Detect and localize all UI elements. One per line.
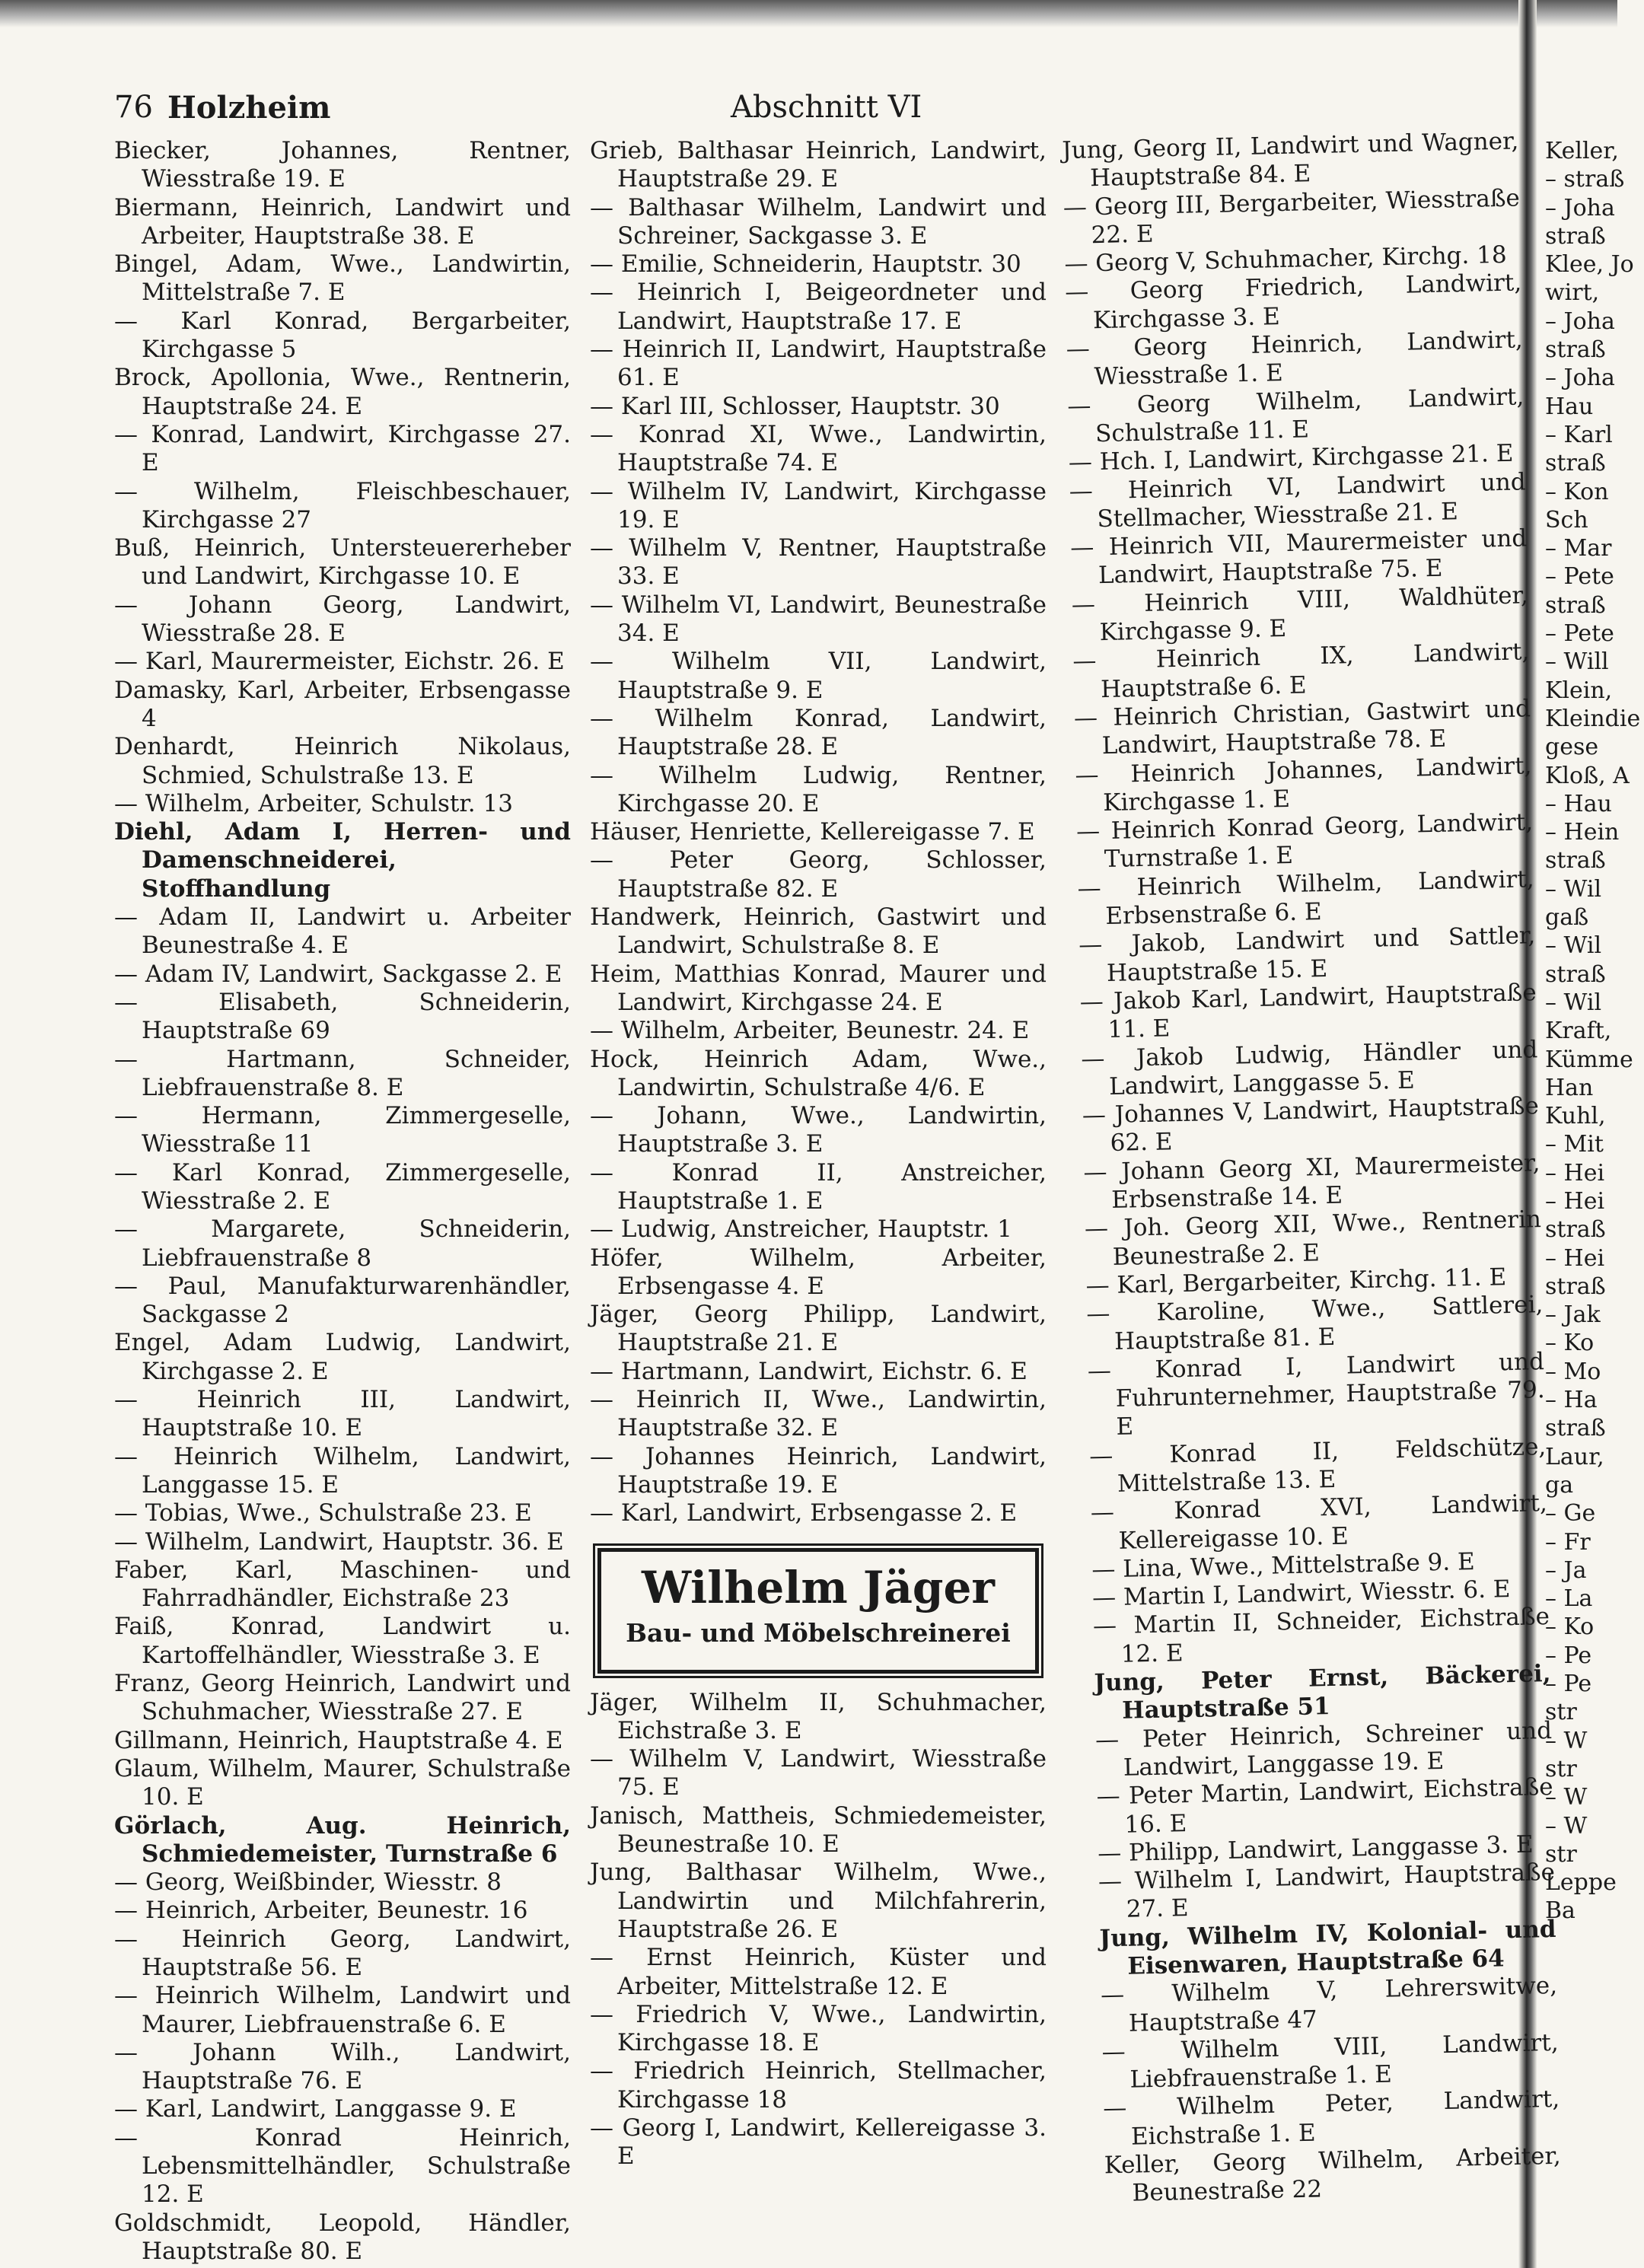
directory-entry: Biecker, Johannes, Rentner, Wiesstraße 19. E [114,137,571,193]
column-2-entries [590,137,1047,1528]
directory-entry: — Friedrich V, Wwe., Landwirtin, Kirchgasse 18. E [590,2000,1047,2057]
directory-entry: — Heinrich II, Landwirt, Hauptstraße 61. E [590,336,1047,392]
directory-entry: Jäger, Wilhelm II, Schuhmacher, Eichstraße 3. E [590,1688,1047,1744]
directory-entry: — Lina, Wwe., Mittelstraße 9. E [1091,1547,1475,1584]
margin-fragment: – Hei [1545,1187,1605,1215]
directory-entry: — Paul, Manufakturwarenhändler, Sackgasse 2 [114,1272,571,1329]
directory-entry: — Karl Konrad, Bergarbeiter, Kirchgasse 5 [114,307,571,364]
margin-fragment: straß [1545,591,1606,619]
directory-entry: Hock, Heinrich Adam, Wwe., Landwirtin, Schulstraße 4/6. E [590,1045,1047,1101]
directory-entry: Denhardt, Heinrich Nikolaus, Schmied, Schulstraße 13. E [114,733,571,789]
directory-entry: — Wilhelm, Arbeiter, Beunestr. 24. E [590,1017,1030,1045]
margin-fragment: – Ha [1545,1387,1598,1414]
directory-entry: Janisch, Mattheis, Schmiedemeister, Beunestraße 10. E [590,1801,1047,1859]
margin-fragment: – Mit [1545,1131,1604,1158]
directory-entry: — Wilhelm Konrad, Landwirt, Hauptstraße 28. E [590,704,1047,761]
margin-fragment: straß [1545,1273,1606,1300]
margin-fragment: – Wil [1545,932,1602,960]
margin-fragment: gese [1545,734,1599,761]
directory-entry: Gillmann, Heinrich, Hauptstraße 4. E [114,1726,563,1754]
margin-fragment: – Hein [1545,819,1620,846]
margin-fragment: – Jak [1545,1301,1601,1329]
directory-entry: — Wilhelm VI, Landwirt, Beunestraße 34. E [590,591,1047,648]
directory-entry: — Balthasar Wilhelm, Landwirt und Schreiner, Sackgasse 3. E [590,193,1047,250]
margin-fragment: Ba [1545,1897,1576,1925]
directory-entry: — Konrad XI, Wwe., Landwirtin, Hauptstraße 74. E [590,420,1047,477]
directory-entry: — Heinrich III, Landwirt, Hauptstraße 10. E [114,1386,571,1442]
advertisement-line: Bau- und Möbelschreinerei [626,1617,1011,1648]
margin-fragment: Sch [1545,506,1588,534]
directory-entry: — Philipp, Landwirt, Langgasse 3. E [1097,1830,1534,1868]
margin-fragment: – Hau [1545,790,1612,817]
directory-entry: — Wilhelm VII, Landwirt, Hauptstraße 9. E [590,648,1047,704]
directory-entry: — Konrad, Landwirt, Kirchgasse 27. E [114,420,571,477]
margin-fragment: str [1545,1840,1577,1868]
directory-entry: — Wilhelm, Landwirt, Hauptstr. 36. E [114,1527,564,1556]
margin-fragment: – Hei [1545,1244,1605,1272]
margin-fragment: wirt, [1545,279,1600,307]
margin-fragment: str [1545,1699,1577,1726]
page-number: 76 [114,90,153,125]
directory-entry: — Konrad II, Anstreicher, Hauptstraße 1. E [590,1158,1047,1215]
directory-entry: — Ernst Heinrich, Küster und Arbeiter, Mittelstraße 12. E [590,1944,1047,2000]
directory-entry: — Wilhelm V, Landwirt, Wiesstraße 75. E [590,1745,1047,1801]
directory-entry: — Margarete, Schneiderin, Liebfrauenstraße 8 [114,1215,571,1272]
directory-entry: — Tobias, Wwe., Schulstraße 23. E [114,1499,532,1527]
directory-entry: — Georg, Weißbinder, Wiesstr. 8 [114,1868,502,1897]
directory-entry: — Georg Wilhelm, Landwirt, Schulstraße 11. E [1067,383,1525,448]
column-3 [1062,127,1562,2209]
margin-fragment: Kraft, [1545,1018,1612,1045]
margin-fragment: straß [1545,336,1606,364]
directory-entry: — Heinrich Wilhelm, Landwirt, Langgasse 15. E [114,1442,571,1499]
directory-entry: — Peter Martin, Landwirt, Eichstraße 16. E [1096,1773,1553,1839]
margin-fragment: Klein, [1545,677,1613,704]
margin-fragment: – Joha [1545,365,1615,392]
directory-entry: — Karl, Bergarbeiter, Kirchg. 11. E [1085,1263,1507,1300]
directory-entry: — Heinrich, Arbeiter, Beunestr. 16 [114,1897,528,1925]
directory-entry: — Johannes V, Landwirt, Hauptstraße 62. E [1082,1092,1540,1158]
directory-entry: — Wilhelm, Arbeiter, Schulstr. 13 [114,789,513,817]
margin-fragment: Kuhl, [1545,1103,1606,1130]
directory-entry: Häuser, Henriette, Kellereigasse 7. E [590,818,1035,846]
directory-entry: Jung, Georg II, Landwirt und Wagner, Hauptstraße 84. E [1062,127,1519,193]
directory-entry: — Joh. Georg XII, Wwe., Rentnerin Beunestraße 2. E [1084,1206,1542,1271]
directory-entry: — Friedrich Heinrich, Stellmacher, Kirchgasse 18 [590,2057,1047,2114]
directory-entry: Franz, Georg Heinrich, Landwirt und Schuhmacher, Wiesstraße 27. E [114,1670,571,1726]
directory-entry: — Heinrich VIII, Waldhüter, Kirchgasse 9. E [1071,581,1529,647]
margin-fragment: – Pete [1545,620,1614,648]
margin-fragment: – W [1545,1727,1588,1754]
directory-entry: — Hch. I, Landwirt, Kirchgasse 21. E [1068,439,1514,477]
directory-entry: — Jakob Karl, Landwirt, Hauptstraße 11. E [1079,979,1537,1044]
directory-entry: — Johannes Heinrich, Landwirt, Hauptstraße 19. E [590,1442,1047,1499]
directory-entry: Damasky, Karl, Arbeiter, Erbsengasse 4 [114,676,571,732]
margin-fragment: Laur, [1545,1443,1604,1470]
directory-entry: Heim, Matthias Konrad, Maurer und Landwirt, Kirchgasse 24. E [590,960,1047,1016]
directory-entry: Goldschmidt, Leopold, Händler, Hauptstraße 80. E [114,2209,571,2265]
margin-fragment: – Mo [1545,1358,1601,1385]
directory-entry: Buß, Heinrich, Untersteuererheber und Landwirt, Kirchgasse 10. E [114,534,571,591]
directory-entry: — Heinrich Georg, Landwirt, Hauptstraße 56. E [114,1925,571,1981]
margin-fragment: – Pe [1545,1642,1592,1669]
directory-entry: — Wilhelm Ludwig, Rentner, Kirchgasse 20. E [590,761,1047,817]
margin-fragment: – Joha [1545,194,1615,221]
directory-entry: — Georg III, Bergarbeiter, Wiesstraße 22. E [1063,184,1521,250]
directory-entry: — Karoline, Wwe., Sattlerei, Hauptstraße 81. E [1086,1291,1544,1356]
advertisement-name: Wilhelm Jäger [642,1561,995,1613]
directory-entry: — Wilhelm, Fleischbeschauer, Kirchgasse 27 [114,477,571,534]
directory-entry: — Peter Heinrich, Schreiner und Landwirt, Langgasse 19. E [1094,1716,1553,1782]
margin-fragment: Klee, Jo [1545,251,1634,279]
margin-fragment: – Will [1545,648,1609,676]
directory-entry: — Konrad Heinrich, Lebensmittelhändler, Schulstraße 12. E [114,2123,571,2209]
margin-fragment: straß [1545,1415,1606,1442]
column-4-margin-fragments [1545,137,1644,1926]
margin-fragment: Kleindie [1545,705,1641,732]
margin-fragment: ga [1545,1471,1574,1499]
directory-entry: — Jakob Ludwig, Händler und Landwirt, Langgasse 5. E [1080,1035,1538,1101]
directory-entry: — Heinrich VII, Maurermeister und Landwirt, Hauptstraße 75. E [1069,524,1528,590]
directory-entry: — Adam II, Landwirt u. Arbeiter Beunestraße 4. E [114,903,571,960]
margin-fragment: – Karl [1545,421,1613,448]
directory-entry: — Georg Heinrich, Landwirt, Wiesstraße 1. E [1066,326,1524,391]
margin-fragment: Han [1545,1074,1594,1101]
directory-entry: Glaum, Wilhelm, Maurer, Schulstraße 10. E [114,1754,571,1811]
directory-entry: Handwerk, Heinrich, Gastwirt und Landwirt, Schulstraße 8. E [590,903,1047,960]
directory-entry: — Georg I, Landwirt, Kellereigasse 3. E [590,2114,1047,2171]
directory-entry: — Konrad I, Landwirt und Fuhrunternehmer, Hauptstraße 79. E [1087,1347,1545,1441]
margin-fragment: Kloß, A [1545,762,1630,789]
directory-entry: — Heinrich VI, Landwirt und Stellmacher, Wiesstraße 21. E [1069,467,1526,533]
margin-fragment: – Joha [1545,307,1615,335]
directory-entry: — Wilhelm VIII, Landwirt, Liebfrauenstraße 1. E [1101,2028,1559,2094]
directory-entry: Grieb, Balthasar Heinrich, Landwirt, Hauptstraße 29. E [590,137,1047,193]
margin-fragment: – Pe [1545,1671,1592,1698]
margin-fragment: Leppe [1545,1869,1617,1897]
directory-entry: — Martin I, Landwirt, Wiesstr. 6. E [1091,1575,1511,1612]
directory-entry: — Wilhelm IV, Landwirt, Kirchgasse 19. E [590,477,1047,534]
margin-fragment: straß [1545,847,1606,874]
margin-fragment: straß [1545,960,1606,988]
directory-entry: — Elisabeth, Schneiderin, Hauptstraße 69 [114,988,571,1045]
column-2 [590,137,1047,2171]
margin-fragment: – Pete [1545,563,1614,591]
directory-entry: Bingel, Adam, Wwe., Landwirtin, Mittelstraße 7. E [114,250,571,307]
directory-entry: — Johann, Wwe., Landwirtin, Hauptstraße 3. E [590,1102,1047,1158]
directory-entry: — Adam IV, Landwirt, Sackgasse 2. E [114,960,562,988]
directory-entry: — Martin II, Schneider, Eichstraße 12. E [1092,1603,1550,1668]
margin-fragment: – straß [1545,166,1625,193]
directory-entry: — Johann Georg, Landwirt, Wiesstraße 28. E [114,591,571,648]
directory-entry: — Ludwig, Anstreicher, Hauptstr. 1 [590,1215,1012,1244]
page-header [114,90,1515,128]
margin-fragment: – Ja [1545,1556,1587,1584]
directory-entry: — Peter Georg, Schlosser, Hauptstraße 82. E [590,846,1047,903]
margin-fragment: – La [1545,1585,1593,1613]
directory-entry: Biermann, Heinrich, Landwirt und Arbeiter, Hauptstraße 38. E [114,193,571,250]
margin-fragment: gaß [1545,904,1589,932]
advertisement-box [597,1548,1039,1674]
directory-entry: — Heinrich Wilhelm, Landwirt und Maurer, Liebfrauenstraße 6. E [114,1982,571,2038]
margin-fragment: Hau [1545,393,1594,420]
directory-entry: Görlach, Aug. Heinrich, Schmiedemeister, Turnstraße 6 [114,1811,571,1868]
directory-entry: Faiß, Konrad, Landwirt u. Kartoffelhändler, Wiesstraße 3. E [114,1613,571,1669]
page-edge-shadow [0,0,1617,27]
directory-entry: — Emilie, Schneiderin, Hauptstr. 30 [590,250,1021,279]
margin-fragment: – Fr [1545,1528,1591,1556]
margin-fragment: – W [1545,1784,1588,1811]
directory-entry: — Karl III, Schlosser, Hauptstr. 30 [590,392,1000,420]
directory-entry: — Heinrich Christian, Gastwirt und Landwirt, Hauptstraße 78. E [1073,695,1531,760]
directory-entry: Jäger, Georg Philipp, Landwirt, Hauptstraße 21. E [590,1301,1047,1357]
directory-entry: — Hartmann, Schneider, Liebfrauenstraße 8. E [114,1045,571,1101]
section-title: Abschnitt VI [731,90,922,125]
margin-fragment: Kümme [1545,1046,1633,1073]
margin-fragment: Keller, [1545,138,1619,164]
directory-entry: — Georg V, Schuhmacher, Kirchg. 18 [1064,240,1507,279]
directory-entry: — Wilhelm Peter, Landwirt, Eichstraße 1. E [1102,2085,1560,2151]
directory-entry: Faber, Karl, Maschinen- und Fahrradhändler, Eichstraße 23 [114,1556,571,1613]
margin-fragment: straß [1545,1216,1606,1244]
directory-entry: — Georg Friedrich, Landwirt, Kirchgasse 3. E [1064,269,1522,334]
directory-entry: — Hermann, Zimmergeselle, Wiesstraße 11 [114,1102,571,1158]
place-name: Holzheim [167,90,331,126]
directory-entry: Höfer, Wilhelm, Arbeiter, Erbsengasse 4. E [590,1244,1047,1300]
directory-entry: — Karl, Maurermeister, Eichstr. 26. E [114,648,565,676]
margin-fragment: – W [1545,1812,1588,1840]
directory-entry: — Wilhelm V, Rentner, Hauptstraße 33. E [590,534,1047,591]
margin-fragment: – Wil [1545,989,1602,1016]
directory-entry: — Heinrich Wilhelm, Landwirt, Erbsenstraße 6. E [1077,865,1534,931]
margin-fragment: str [1545,1755,1577,1782]
directory-entry: — Johann Georg XI, Maurermeister, Erbsenstraße 14. E [1083,1148,1540,1214]
directory-entry: Diehl, Adam I, Herren- und Damenschneiderei, Stoffhandlung [114,818,571,903]
margin-fragment: straß [1545,222,1606,250]
directory-entry: Jung, Wilhelm IV, Kolonial- und Eisenwaren, Hauptstraße 64 [1099,1915,1556,1980]
directory-entry: — Johann Wilh., Landwirt, Hauptstraße 76. E [114,2038,571,2095]
margin-fragment: – Kon [1545,478,1609,505]
directory-entry: — Konrad II, Feldschütze, Mittelstraße 13. E [1088,1432,1547,1498]
directory-entry: Jung, Peter Ernst, Bäckerei, Hauptstraße 51 [1094,1660,1551,1725]
directory-entry: Engel, Adam Ludwig, Landwirt, Kirchgasse 2. E [114,1329,571,1385]
directory-entry: — Heinrich I, Beigeordneter und Landwirt, Hauptstraße 17. E [590,279,1047,335]
directory-entry: — Heinrich Konrad Georg, Landwirt, Turnstraße 1. E [1075,808,1534,874]
directory-entry: — Wilhelm V, Lehrerswitwe, Hauptstraße 47 [1100,1972,1558,2037]
margin-fragment: – Ge [1545,1500,1596,1527]
directory-entry: — Karl, Landwirt, Langgasse 9. E [114,2095,517,2123]
margin-fragment: – Hei [1545,1159,1605,1187]
margin-fragment: – Wil [1545,875,1602,903]
column-1 [114,137,571,2266]
margin-fragment: – Ko [1545,1330,1595,1357]
directory-entry: — Karl, Landwirt, Erbsengasse 2. E [590,1499,1018,1527]
directory-entry: — Konrad XVI, Landwirt, Kellereigasse 10. E [1090,1489,1548,1555]
directory-entry: — Hartmann, Landwirt, Eichstr. 6. E [590,1357,1028,1385]
directory-entry: Brock, Apollonia, Wwe., Rentnerin, Hauptstraße 24. E [114,364,571,420]
directory-entry: — Heinrich II, Wwe., Landwirtin, Hauptstraße 32. E [590,1386,1047,1442]
directory-entry: — Karl Konrad, Zimmergeselle, Wiesstraße 2. E [114,1158,571,1215]
directory-entry: Jung, Balthasar Wilhelm, Wwe., Landwirtin und Milchfahrerin, Hauptstraße 26. E [590,1859,1047,1943]
directory-entry: — Jakob, Landwirt und Sattler, Hauptstraße 15. E [1078,922,1536,987]
directory-entry: — Heinrich IX, Landwirt, Hauptstraße 6. E [1072,638,1530,703]
margin-fragment: – Mar [1545,535,1612,562]
directory-entry: — Heinrich Johannes, Landwirt, Kirchgasse 1. E [1075,751,1532,817]
column-2-entries-after [590,1689,1047,2171]
margin-fragment: straß [1545,450,1606,477]
margin-fragment: – Ko [1545,1613,1595,1641]
directory-entry: — Wilhelm I, Landwirt, Hauptstraße 27. E [1098,1859,1556,1924]
directory-entry: Keller, Georg Wilhelm, Arbeiter, Beunestraße 22 [1104,2142,1562,2208]
